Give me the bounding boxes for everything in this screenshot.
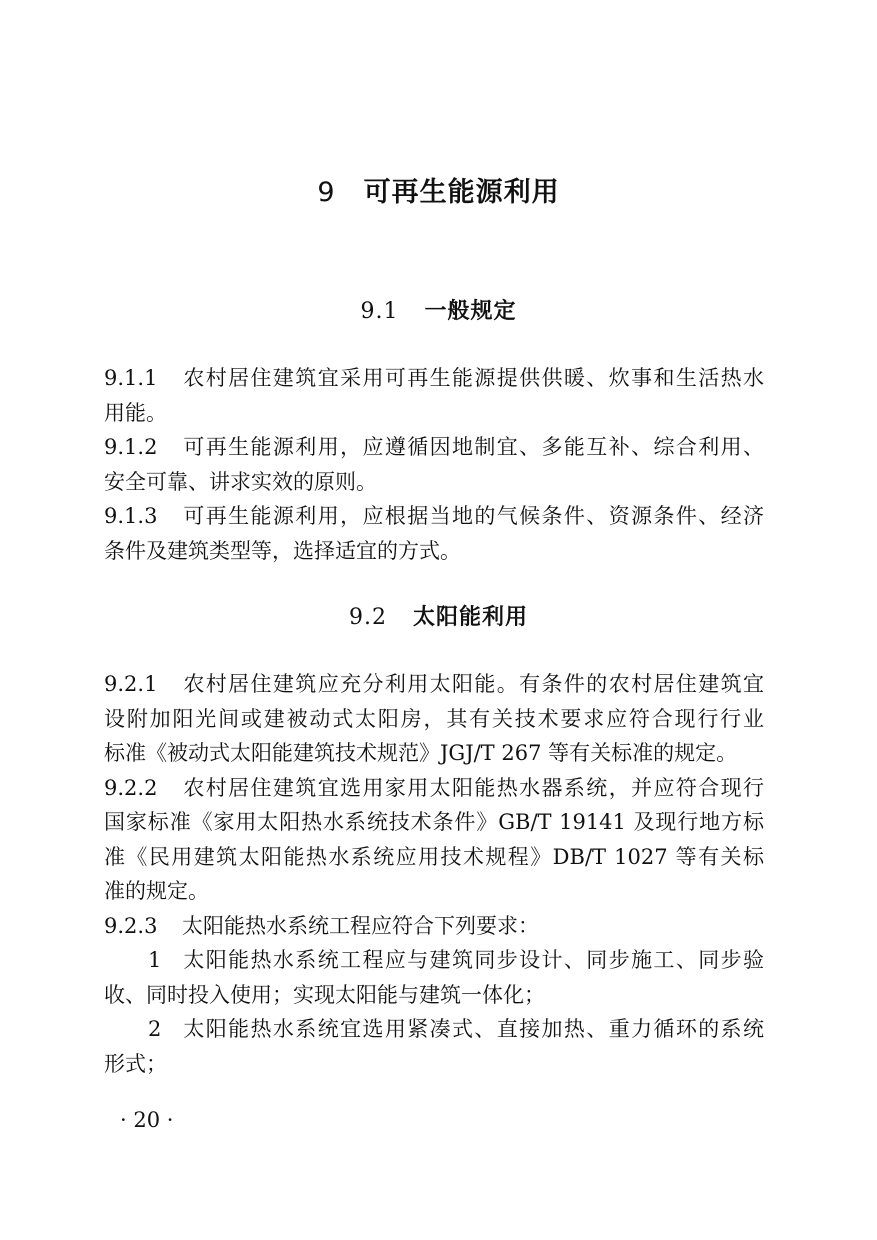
- clause-9-1-1-line-1: 9.1.1 农村居住建筑宜采用可再生能源提供供暖、炊事和生活热水: [104, 361, 764, 396]
- page-number: · 20 ·: [120, 1108, 174, 1132]
- item-number: 1: [148, 948, 162, 972]
- clause-9-2-2-line-1: 9.2.2 农村居住建筑宜选用家用太阳能热水器系统，并应符合现行: [104, 771, 764, 806]
- clause-9-1-2-line-2: 安全可靠、讲求实效的原则。: [104, 469, 377, 494]
- item-1-line-2: 收、同时投入使用；实现太阳能与建筑一体化；: [104, 982, 545, 1007]
- clause-number: 9.2.3: [104, 913, 158, 938]
- section-9-2-body: [104, 667, 764, 1081]
- clause-9-1-3-line-1: 9.1.3 可再生能源利用，应根据当地的气候条件、资源条件、经济: [104, 499, 764, 534]
- clause-9-2-1-line-3: 标准《被动式太阳能建筑技术规范》JGJ/T 267 等有关标准的规定。: [104, 741, 738, 765]
- clause-9-2-2-line-4: 准的规定。: [104, 879, 209, 903]
- item-number: 2: [148, 1017, 162, 1041]
- clause-9-1-1-line-2: 用能。: [104, 400, 167, 425]
- section-number: 9.1: [360, 299, 399, 324]
- section-title-text: 一般规定: [424, 299, 517, 324]
- clause-9-2-1-line-2: 设附加阳光间或建被动式太阳房，其有关技术要求应符合现行行业: [104, 706, 764, 731]
- item-1-line-1: 1 太阳能热水系统工程应与建筑同步设计、同步施工、同步验: [104, 943, 764, 978]
- clause-number: 9.1.2: [104, 435, 158, 459]
- clause-9-2-2-line-2: 国家标准《家用太阳热水系统技术条件》GB/T 19141 及现行地方标: [104, 810, 764, 834]
- chapter-title: [0, 170, 877, 209]
- chapter-number: 9: [317, 177, 336, 208]
- clause-9-1-3-line-2: 条件及建筑类型等，选择适宜的方式。: [104, 538, 461, 563]
- clause-number: 9.1.3: [104, 504, 158, 528]
- clause-9-2-1-line-1: 9.2.1 农村居住建筑应充分利用太阳能。有条件的农村居住建筑宜: [104, 667, 764, 702]
- section-title-9-2: [0, 600, 877, 631]
- chapter-title-text: 可再生能源利用: [363, 177, 560, 208]
- section-number: 9.2: [348, 605, 387, 630]
- section-title-text: 太阳能利用: [412, 605, 528, 630]
- clause-9-2-2-line-3: 准《民用建筑太阳能热水系统应用技术规程》DB/T 1027 等有关标: [104, 844, 764, 869]
- section-9-1-body: [104, 361, 764, 568]
- clause-number: 9.1.1: [104, 366, 158, 390]
- item-2-line-2: 形式；: [104, 1051, 167, 1076]
- clause-9-2-3-line-1: 9.2.3 太阳能热水系统工程应符合下列要求：: [104, 909, 764, 944]
- clause-9-1-2-line-1: 9.1.2 可再生能源利用，应遵循因地制宜、多能互补、综合利用、: [104, 430, 764, 465]
- item-2-line-1: 2 太阳能热水系统宜选用紧凑式、直接加热、重力循环的系统: [104, 1012, 764, 1047]
- section-title-9-1: [0, 294, 877, 325]
- clause-number: 9.2.1: [104, 672, 158, 696]
- clause-number: 9.2.2: [104, 775, 158, 800]
